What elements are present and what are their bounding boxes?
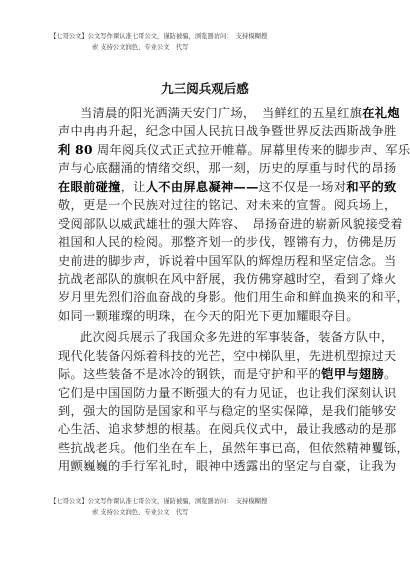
body-line [58, 159, 397, 177]
body-text: 岁月里先烈们浴血奋战的身影。他们用生命和鲜血换来的和平， [58, 290, 410, 305]
body-line [58, 439, 410, 457]
body-text: 际。这些装备不是冰冷的钢铁，而是守护和平的 [58, 367, 322, 382]
body-text: 祖国和人民的检阅。那整齐划一的步伐，铿锵有力，仿佛是历 [58, 235, 397, 250]
footer-line-2: 索 支持公文润色、专业公文 代写 [92, 509, 189, 516]
header-line-1: 【七哥公文】公文写作课认准七哥公文，谨防被骗，浏览器访问： 支持模糊搜 [50, 33, 268, 40]
body-line [58, 457, 397, 475]
body-line [58, 141, 410, 159]
page-header [50, 31, 380, 53]
body-text: 抗战老部队的旗帜在风中舒展，我仿佛穿越时空，看到了烽火 [58, 271, 397, 286]
bold-text: 和平的致 [346, 179, 397, 194]
body-text: 受阅部队以威武雄壮的强大阵容、 昂扬奋进的崭新风貌接受着 [58, 216, 403, 231]
body-line [58, 365, 397, 383]
body-text: 用颤巍巍的手行军礼时，眼神中透露出的坚定与自豪，让我为 [58, 459, 397, 474]
body-text: 这不仅是一场对 [258, 179, 347, 194]
body-text: 敬，更是一个民族对过往的铭记、对未来的宣誓。阅兵场上， [58, 198, 397, 213]
bold-text: 铠甲与翅膀 [321, 367, 384, 382]
body-line [58, 196, 397, 214]
document-body [58, 104, 410, 476]
body-text: 史前进的脚步声，诉说着中国军队的辉煌历程和坚定信念。当 [58, 253, 397, 268]
body-line [58, 270, 397, 288]
body-text: 当清晨的阳光洒满天安门广场， 当鲜红的五星红旗 [80, 106, 363, 120]
body-line [58, 215, 403, 233]
body-line [58, 420, 397, 438]
body-line [58, 347, 397, 365]
bold-text: 在礼炮 [362, 106, 400, 120]
body-text: 如同一颗璀璨的明珠，在今天的阳光下更加耀眼夺目。 [58, 308, 359, 323]
page-footer [50, 496, 380, 518]
body-text: 周年阅兵仪式正式拉开帷幕。屏幕里传来的脚步声、军乐 [92, 142, 410, 157]
body-text: 声中冉冉升起，纪念中国人民抗日战争暨世界反法西斯战争胜 [58, 124, 397, 139]
body-line [58, 104, 400, 122]
bold-text: 在眼前碰撞 [58, 179, 121, 194]
document-title: 九三阅兵观后感 [161, 81, 249, 96]
footer-line-1: 【七哥公文】公文写作课认准七哥公文，谨防被骗，浏览器访问： 支持模糊搜 [50, 498, 268, 505]
body-text: 。 [383, 367, 397, 382]
body-line [58, 122, 397, 140]
body-line [58, 328, 394, 346]
body-text: ，让 [120, 179, 146, 194]
body-line [58, 252, 397, 270]
bold-text: 利 80 [58, 142, 93, 157]
body-line [58, 178, 397, 196]
header-line-2: 索 支持公文润色、专业公文 代写 [92, 44, 189, 51]
body-line [58, 384, 397, 402]
body-text: 此次阅兵展示了我国众多先进的军事装备，装备方队中， [80, 330, 394, 345]
body-line [58, 307, 358, 325]
body-line [58, 233, 397, 251]
body-text: 些抗战老兵。他们坐在车上，虽然年事已高，但依然精神矍铄， [58, 440, 410, 455]
body-text: 声与心底翻涌的情绪交织，那一刻，历史的厚重与时代的昂扬 [58, 161, 397, 176]
body-text: 心生活、追求梦想的根基。在阅兵仪式中，最让我感动的是那 [58, 422, 397, 437]
body-text: 到，强大的国防是国家和平与稳定的坚实保障，是我们能够安 [58, 404, 397, 418]
body-text: 它们是中国国防力量不断强大的有力见证，也让我们深刻认识 [58, 385, 397, 400]
body-text: 现代化装备闪烁着科技的光芒，空中梯队里，先进机型掠过天 [58, 348, 397, 363]
body-line [58, 402, 397, 420]
body-line [58, 288, 410, 306]
bold-text: 人不由屏息凝神—— [145, 179, 259, 194]
